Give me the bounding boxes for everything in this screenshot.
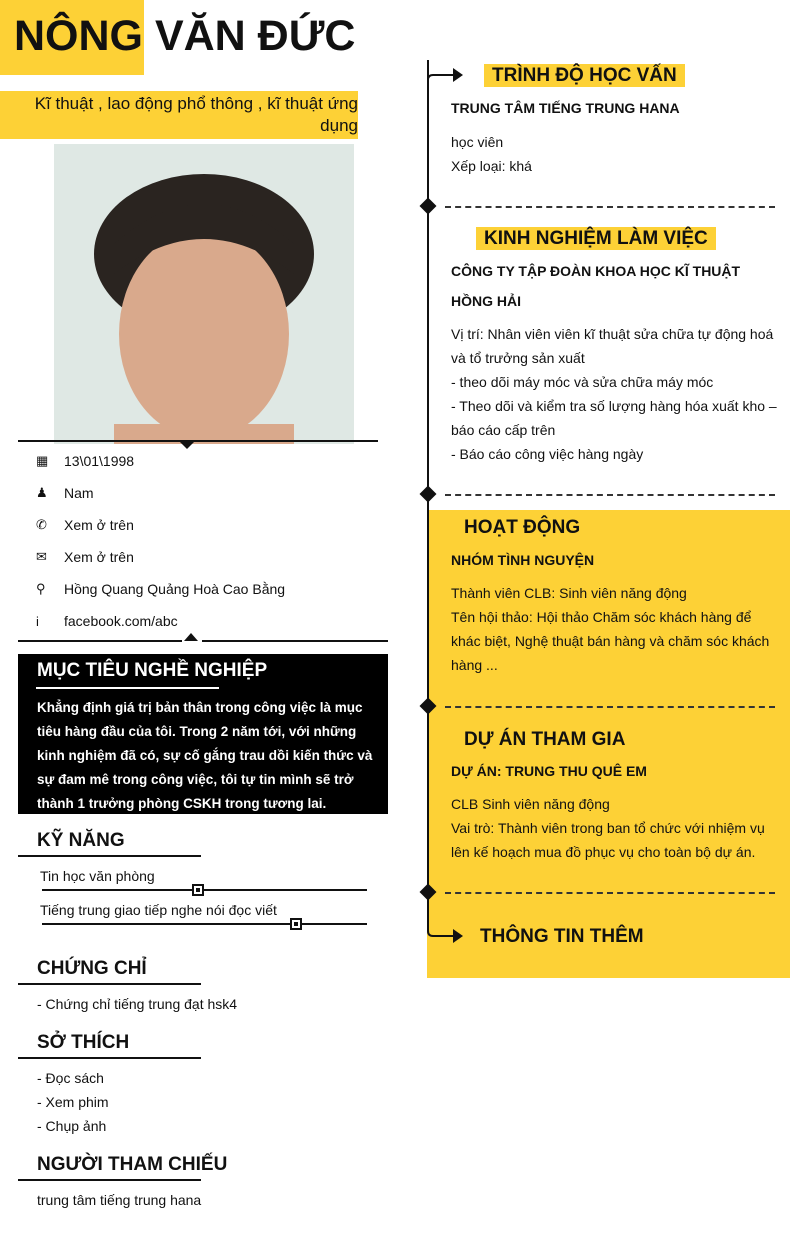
career-objective: [18, 654, 388, 814]
experience-line: - theo dõi máy móc và sửa chữa máy móc: [451, 374, 714, 390]
experience-line: - Theo dõi và kiểm tra số lượng hàng hóa xuất kho – báo cáo cấp trên: [451, 398, 777, 438]
hobbies-title: SỞ THÍCH: [37, 1032, 130, 1053]
job-subtitle: Kĩ thuật , lao động phổ thông , kĩ thuật ứng dụng: [0, 91, 358, 139]
dashed-divider: [445, 206, 775, 208]
projects-title: DỰ ÁN THAM GIA: [464, 729, 626, 750]
dashed-divider: [445, 706, 775, 708]
divider: [18, 440, 378, 442]
experience-org: CÔNG TY TẬP ĐOÀN KHOA HỌC KĨ THUẬT: [451, 263, 741, 279]
title-underline: [36, 687, 219, 689]
divider: [18, 640, 182, 642]
activities-line: Thành viên CLB: Sinh viên năng động: [451, 585, 687, 601]
education-org: TRUNG TÂM TIẾNG TRUNG HANA: [451, 100, 680, 116]
projects-line: CLB Sinh viên năng động: [451, 796, 610, 812]
contact-item: [36, 581, 285, 597]
hobby-item: - Chụp ảnh: [37, 1118, 107, 1134]
contact-text: facebook.com/abc: [64, 613, 178, 629]
experience-details: [451, 322, 781, 466]
more-info-title: THÔNG TIN THÊM: [480, 926, 644, 947]
education-title: TRÌNH ĐỘ HỌC VẤN: [484, 64, 685, 87]
title-underline: [18, 983, 201, 985]
triangle-marker: [184, 633, 198, 641]
contact-text: 13\01\1998: [64, 453, 135, 469]
location-icon: ⚲: [36, 581, 46, 596]
full-name: [14, 12, 355, 61]
contact-item: [36, 613, 178, 629]
projects-org: DỰ ÁN: TRUNG THU QUÊ EM: [451, 763, 647, 779]
profile-photo: [54, 144, 354, 444]
timeline-diamond: [420, 198, 437, 215]
references-title: NGƯỜI THAM CHIẾU: [37, 1154, 228, 1175]
skill-label: Tin học văn phòng: [40, 868, 155, 884]
activities-line: Tên hội thảo: Hội thảo Chăm sóc khách hàng để khác biệt, Nghệ thuật bán hàng và chăm sóc khách hàng ...: [451, 609, 770, 673]
contact-item: [36, 485, 94, 501]
arrow-icon: [427, 64, 463, 86]
experience-org: HỒNG HẢI: [451, 293, 521, 309]
certificate-item: - Chứng chỉ tiếng trung đạt hsk4: [37, 996, 238, 1012]
activities-org: NHÓM TÌNH NGUYỆN: [451, 552, 595, 568]
arrow-icon: [427, 925, 463, 947]
title-underline: [18, 1057, 201, 1059]
objective-text: Khẳng định giá trị bản thân trong công việc là mục tiêu hàng đầu của tôi. Trong 2 năm tới, với những kinh nghiệm đã có, sự cố gắng trau dồi kiến thức và sự đam mê trong công việc, tôi tự tin mình sẽ trở thành 1 trưởng phòng CSKH trong tương lai.: [37, 700, 373, 811]
dashed-divider: [445, 494, 775, 496]
skill-label: Tiếng trung giao tiếp nghe nói đọc viết: [40, 902, 277, 918]
phone-icon: ✆: [36, 517, 47, 532]
contact-text: Xem ở trên: [64, 517, 134, 533]
contact-text: Nam: [64, 485, 94, 501]
divider: [202, 640, 388, 642]
person-icon: ♟: [36, 485, 48, 500]
hobby-item: - Xem phim: [37, 1094, 109, 1110]
dashed-divider: [445, 892, 775, 894]
contact-text: Xem ở trên: [64, 549, 134, 565]
hobby-item: - Đọc sách: [37, 1070, 104, 1086]
info-icon: i: [36, 613, 39, 629]
projects-line: Vai trò: Thành viên trong ban tổ chức với nhiệm vụ lên kế hoạch mua đồ phục vụ cho toàn bộ dự án.: [451, 820, 765, 860]
experience-line: Vị trí: Nhân viên viên kĩ thuật sửa chữa tự động hoá và tổ trưởng sản xuất: [451, 326, 774, 366]
contact-item: [36, 517, 134, 533]
slider-knob[interactable]: [290, 918, 302, 930]
education-line: Xếp loại: khá: [451, 158, 532, 174]
education-line: học viên: [451, 134, 504, 150]
reference-item: trung tâm tiếng trung hana: [37, 1192, 202, 1208]
certificates-title: CHỨNG CHỈ: [37, 958, 147, 979]
triangle-marker: [180, 442, 194, 449]
contact-item: [36, 453, 134, 469]
projects-details: [451, 792, 776, 864]
title-underline: [18, 855, 201, 857]
name-rest: VĂN ĐỨC: [143, 12, 356, 60]
calendar-icon: ▦: [36, 453, 49, 468]
experience-title: KINH NGHIỆM LÀM VIỆC: [476, 227, 716, 250]
objective-title: MỤC TIÊU NGHỀ NGHIỆP: [37, 660, 268, 681]
activities-details: [451, 581, 776, 677]
name-first: NÔNG: [14, 12, 143, 60]
contact-text: Hồng Quang Quảng Hoà Cao Bằng: [64, 581, 286, 597]
experience-line: - Báo cáo công việc hàng ngày: [451, 446, 644, 462]
skill-level-slider[interactable]: [42, 889, 367, 891]
slider-knob[interactable]: [192, 884, 204, 896]
title-underline: [18, 1179, 201, 1181]
skill-level-slider[interactable]: [42, 923, 367, 925]
email-icon: ✉: [36, 549, 47, 564]
contact-item: [36, 549, 134, 565]
activities-title: HOẠT ĐỘNG: [464, 517, 581, 538]
skills-title: KỸ NĂNG: [37, 830, 125, 851]
timeline-diamond: [420, 486, 437, 503]
